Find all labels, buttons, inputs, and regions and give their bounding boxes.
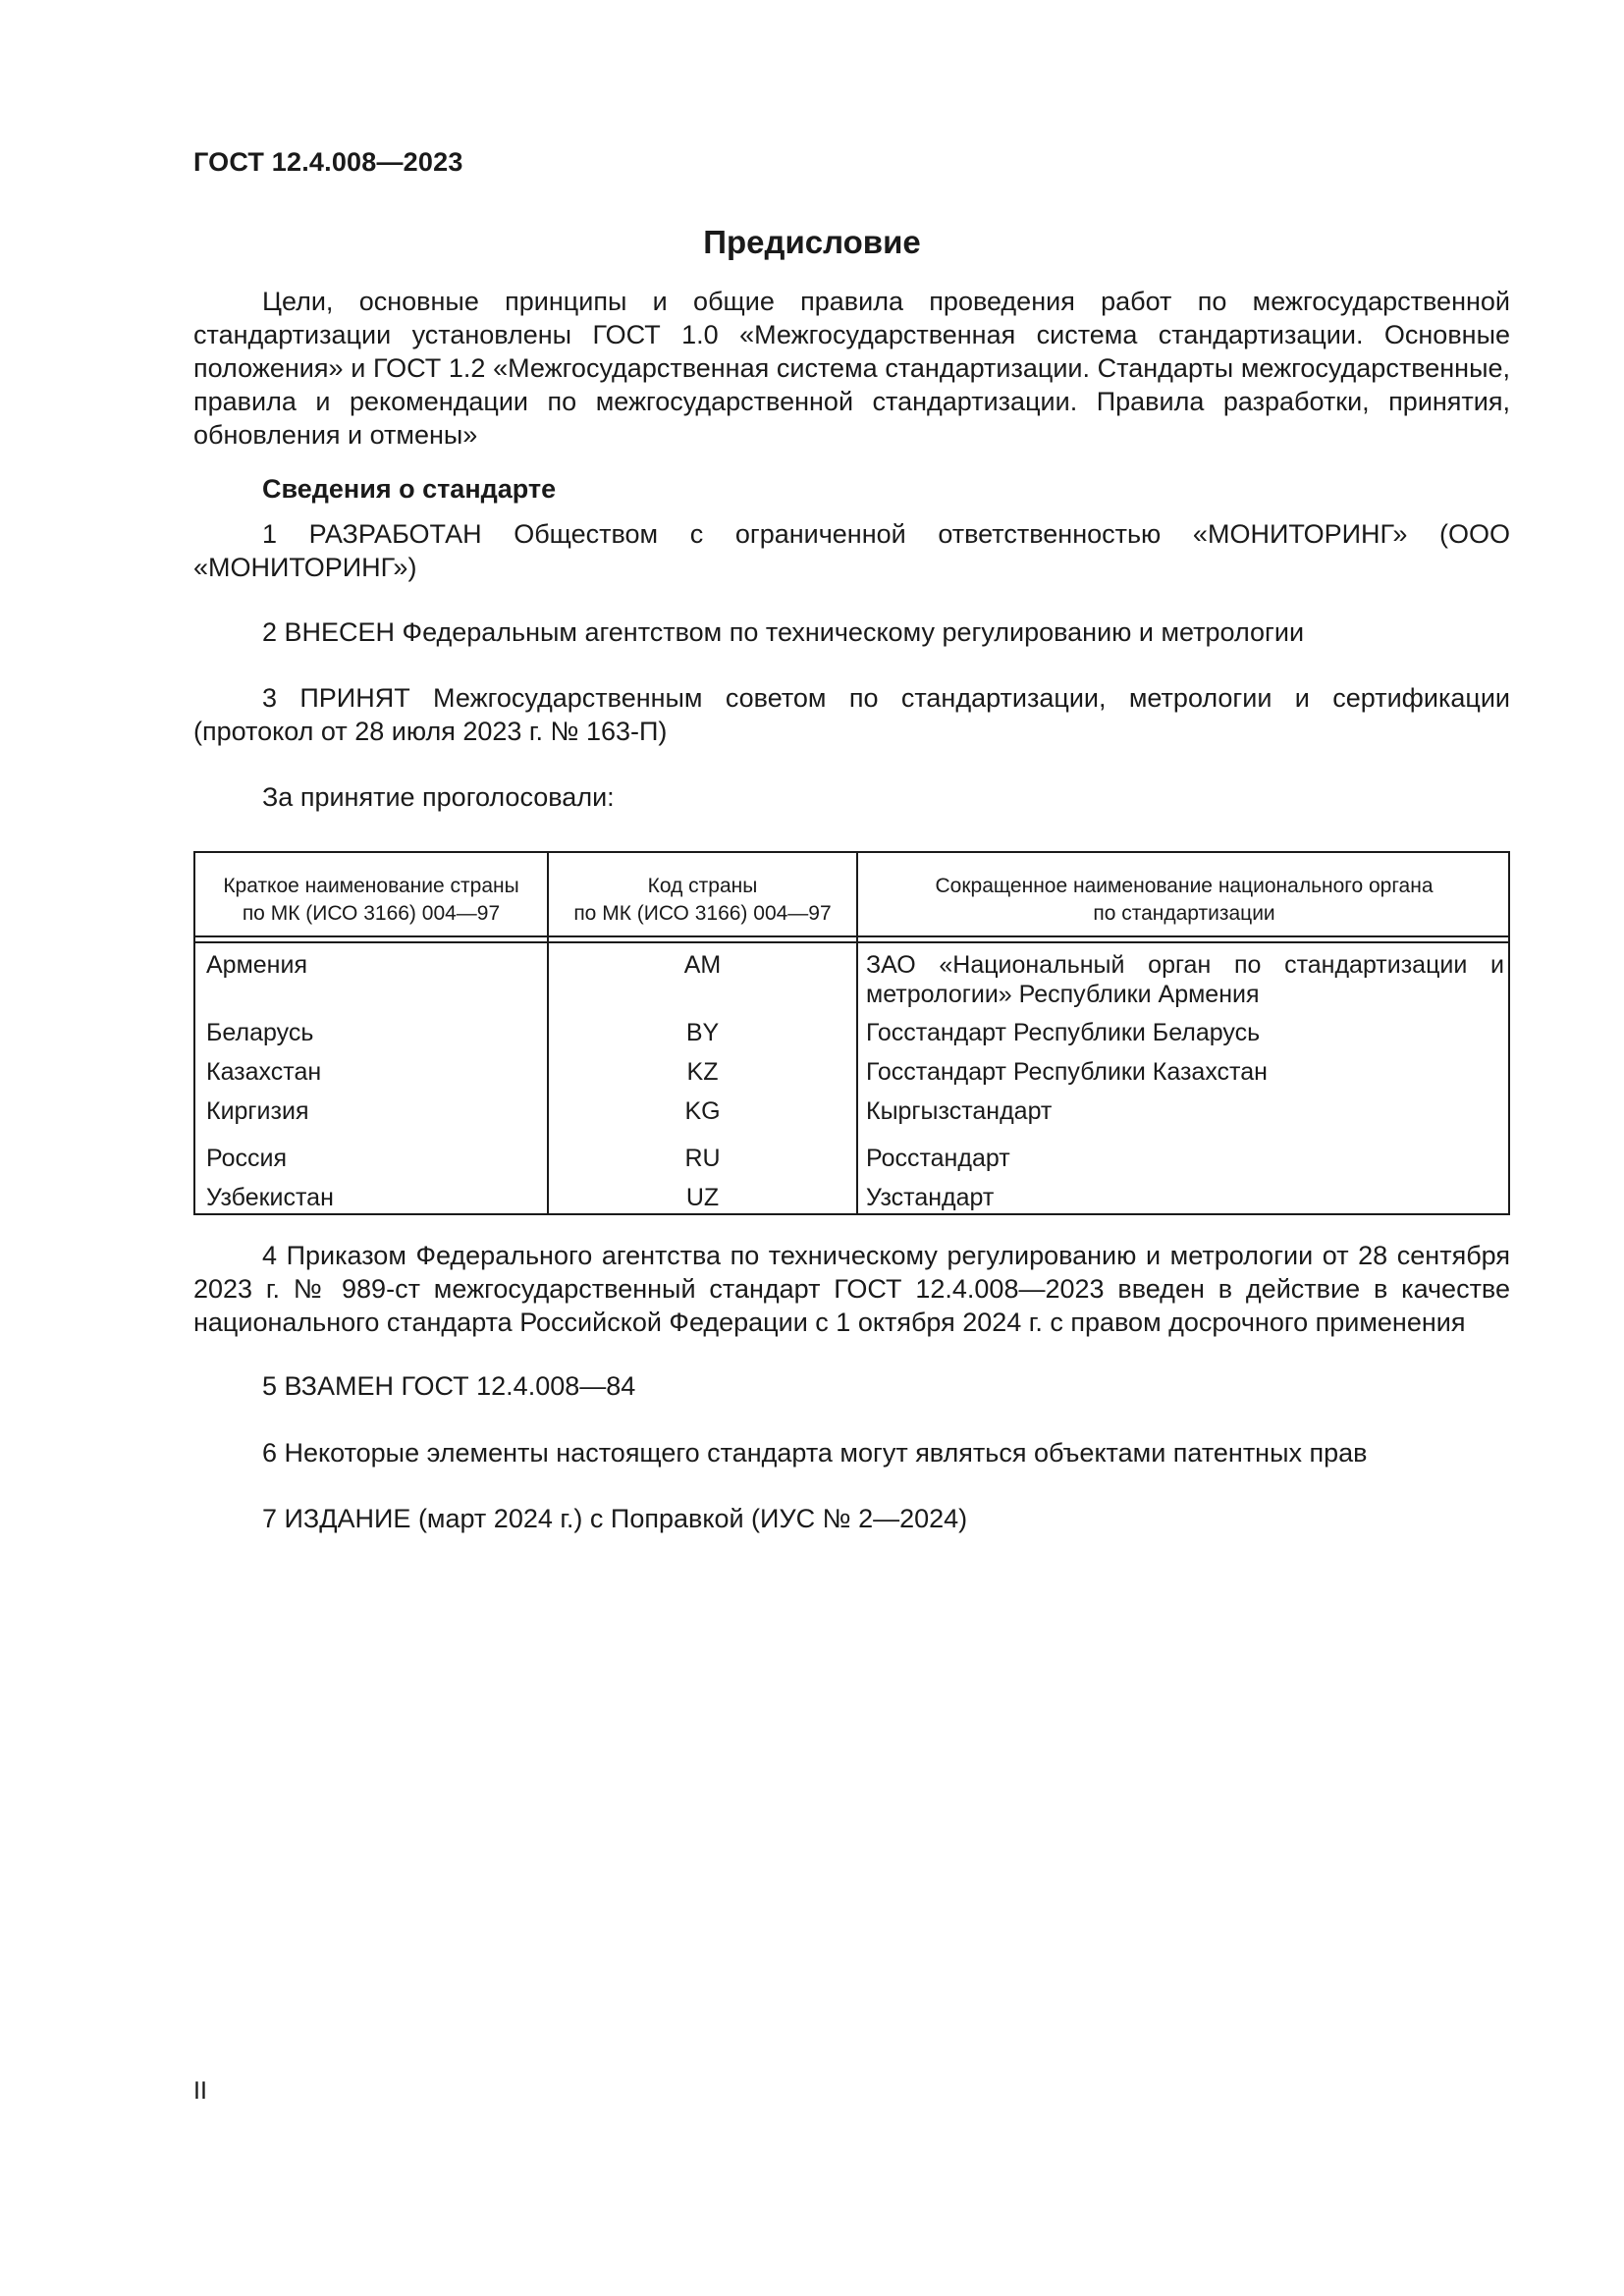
table-cell-country: Беларусь <box>206 1019 314 1046</box>
table-cell-agency: Кыргызстандарт <box>866 1097 1053 1125</box>
intro-text: Цели, основные принципы и общие правила проведения работ по межгосударственной стандартизации установлены ГОСТ 1.0 «Межгосударственная система стандартизации. Основные положения» и ГОСТ 1.2 «Межгосударственная система стандартизации. Стандарты межгосударственные, правила и рекомендации по межгосударственной стандартизации. Правила разработки, принятия, обновления и отмены» <box>193 287 1510 450</box>
table-cell-agency: Росстандарт <box>866 1145 1010 1172</box>
table-cell-agency: ЗАО «Национальный орган по стандартизации и метрологии» Республики Армения <box>866 951 1504 1008</box>
item-developed-text: 1 РАЗРАБОТАН Обществом с ограниченной ответственностью «МОНИТОРИНГ» (ООО «МОНИТОРИНГ») <box>193 519 1510 582</box>
table-cell-country: Киргизия <box>206 1097 309 1125</box>
table-cell-agency: Госстандарт Республики Беларусь <box>866 1019 1261 1046</box>
item-patents: 6 Некоторые элементы настоящего стандарта могут являться объектами патентных прав <box>262 1438 1368 1468</box>
item-introduced: 2 ВНЕСЕН Федеральным агентством по техническому регулированию и метрологии <box>262 617 1305 647</box>
voting-countries-table <box>193 851 1510 1215</box>
header-agency-line1: Сокращенное наименование национального органа <box>935 875 1434 897</box>
header-code-line1: Код страны <box>647 875 758 897</box>
header-country-line2: по МК (ИСО 3166) 004—97 <box>242 902 501 925</box>
document-header: ГОСТ 12.4.008—2023 <box>193 147 463 177</box>
table-cell-country: Казахстан <box>206 1058 322 1086</box>
header-agency-line2: по стандартизации <box>1093 902 1275 925</box>
table-header-divider <box>195 941 1508 943</box>
header-code <box>549 873 856 928</box>
item-replaces: 5 ВЗАМЕН ГОСТ 12.4.008—84 <box>262 1371 636 1401</box>
item-adopted <box>193 681 1510 748</box>
table-cell-country: Узбекистан <box>206 1184 334 1211</box>
header-country-line1: Краткое наименование страны <box>223 875 519 897</box>
header-country <box>195 873 547 928</box>
header-code-line2: по МК (ИСО 3166) 004—97 <box>573 902 832 925</box>
table-cell-agency: Узстандарт <box>866 1184 995 1211</box>
item-adopted-text: 3 ПРИНЯТ Межгосударственным советом по стандартизации, метрологии и сертификации (протокол от 28 июля 2023 г. № 163-П) <box>193 683 1510 746</box>
table-header-divider <box>195 935 1508 937</box>
item-developed <box>193 517 1510 584</box>
table-cell-code: KZ <box>686 1058 719 1086</box>
item-order-text: 4 Приказом Федерального агентства по техническому регулированию и метрологии от 28 сентября 2023 г. № 989-ст межгосударственный стандарт ГОСТ 12.4.008—2023 введен в действие в качестве национального стандарта Российской Федерации с 1 октября 2024 г. с правом досрочного применения <box>193 1241 1510 1337</box>
table-cell-code: KG <box>684 1097 721 1125</box>
header-agency <box>858 873 1510 928</box>
table-cell-code: BY <box>685 1019 720 1046</box>
table-cell-code: UZ <box>685 1184 720 1211</box>
item-edition: 7 ИЗДАНИЕ (март 2024 г.) с Поправкой (ИУС № 2—2024) <box>262 1504 968 1533</box>
voted-label: За принятие проголосовали: <box>262 782 615 812</box>
info-heading: Сведения о стандарте <box>262 474 557 504</box>
table-cell-code: RU <box>684 1145 721 1172</box>
table-cell-country: Армения <box>206 951 307 979</box>
table-cell-code: AM <box>683 951 722 979</box>
page-number: II <box>193 2077 207 2105</box>
table-cell-agency: Госстандарт Республики Казахстан <box>866 1058 1268 1086</box>
intro-paragraph <box>193 285 1510 452</box>
item-order <box>193 1239 1510 1339</box>
page-title: Предисловие <box>703 224 921 260</box>
table-cell-country: Россия <box>206 1145 287 1172</box>
